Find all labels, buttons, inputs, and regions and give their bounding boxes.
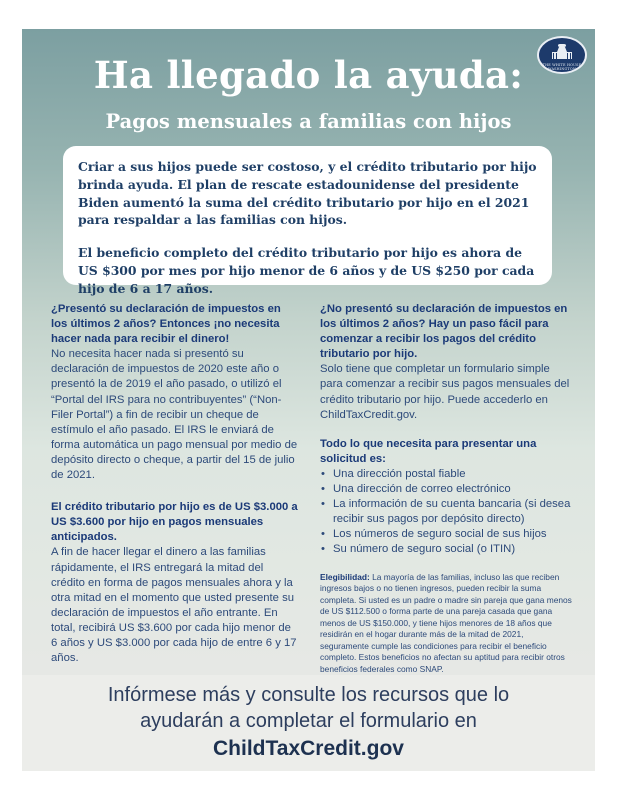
- list-item: • Su número de seguro social (o ITIN): [320, 542, 574, 557]
- right-column: [320, 302, 574, 675]
- filed-taxes-heading: ¿Presentó su declaración de impuestos en los últimos 2 años? Entonces ¡no necesita hacer nada para recibir el dinero!: [51, 303, 281, 346]
- requirements-list: [320, 467, 574, 558]
- eligibility-label: Elegibilidad:: [320, 571, 370, 582]
- list-item: • Los números de seguro social de sus hijos: [320, 527, 574, 542]
- flyer-panel: [22, 29, 595, 771]
- not-filed-heading: ¿No presentó su declaración de impuestos en los últimos 2 años? Hay un paso fácil para comenzar a recibir los pagos del crédito tributario por hijo.: [320, 303, 568, 361]
- filed-taxes-body: No necesita hacer nada si presentó su declaración de impuestos de 2020 este año o presentó la de 2019 el año pasado, o utilizó el “Portal del IRS para no contribuyentes” (“Non-Filer Portal”) a fin de recibir un cheque de estímulo el año pasado. El IRS le enviará de forma automática un pago mensual por medio de depósito directo o cheque, a partir del 15 de julio de 2021.: [51, 348, 298, 482]
- intro-box: [63, 146, 552, 296]
- eligibility-note: [320, 572, 574, 676]
- seal-caption: THE WHITE HOUSE WASHINGTON: [542, 63, 582, 71]
- footer-line-1: Infórmese más y consulte los recursos que lo: [107, 684, 510, 706]
- list-item: • Una dirección de correo electrónico: [320, 482, 574, 497]
- credit-amount-heading: El crédito tributario por hijo es de US $3.000 a US $3.600 por hijo en pagos mensuales anticipados.: [51, 501, 298, 544]
- intro-paragraph-1: Criar a sus hijos puede ser costoso, y el crédito tributario por hijo brinda ayuda. El plan de rescate estadounidense del presidente Biden aumentó la suma del crédito tributario por hijo en el 2021 para respaldar a las familias con hijos.: [78, 159, 537, 228]
- intro-paragraph-2: El beneficio completo del crédito tributario por hijo es ahora de US $300 por mes por hijo menor de 6 años y de US $250 por cada hijo de 6 a 17 años.: [78, 245, 535, 296]
- list-item: • La información de su cuenta bancaria (si desea recibir sus pagos por depósito directo): [320, 497, 574, 527]
- eligibility-body: La mayoría de las familias, incluso las que reciben ingresos bajos o no tienen ingresos, pueden recibir la suma completa. Si usted es un padre o madre sin pareja que gana menos de US $112.500 o forma parte de una pareja casada que gana menos de US $150.000, y tiene hijos menores de 18 años que residirán en el hogar durante más de la mitad de 2021, seguramente cumple las condiciones para recibir el beneficio completo. Estos beneficios no afectan su aptitud para recibir otros beneficios federales como SNAP.: [320, 571, 572, 674]
- footer-banner: [22, 675, 595, 771]
- website-link[interactable]: ChildTaxCredit.gov: [213, 737, 404, 760]
- requirements-heading: Todo lo que necesita para presentar una solicitud es:: [320, 437, 537, 465]
- left-column: [51, 302, 300, 666]
- credit-amount-body: A fin de hacer llegar el dinero a las familias rápidamente, el IRS entregará la mitad del crédito en forma de pagos mensuales ahora y la otra mitad en el momento que usted presente su declaración de impuestos el año entrante. En total, recibirá US $3.600 por cada hijo menor de 6 años y US $3.000 por cada hijo de entre 6 y 17 años.: [51, 546, 297, 665]
- not-filed-body: Solo tiene que completar un formulario simple para comenzar a recibir sus pagos mensuales del crédito tributario por hijo. Puede accederlo en ChildTaxCredit.gov.: [320, 363, 570, 421]
- page-subtitle: Pagos mensuales a familias con hijos: [105, 110, 512, 133]
- page-title: Ha llegado la ayuda:: [93, 53, 524, 97]
- list-item: • Una dirección postal fiable: [320, 467, 574, 482]
- footer-line-2: ayudarán a completar el formulario en: [140, 710, 477, 732]
